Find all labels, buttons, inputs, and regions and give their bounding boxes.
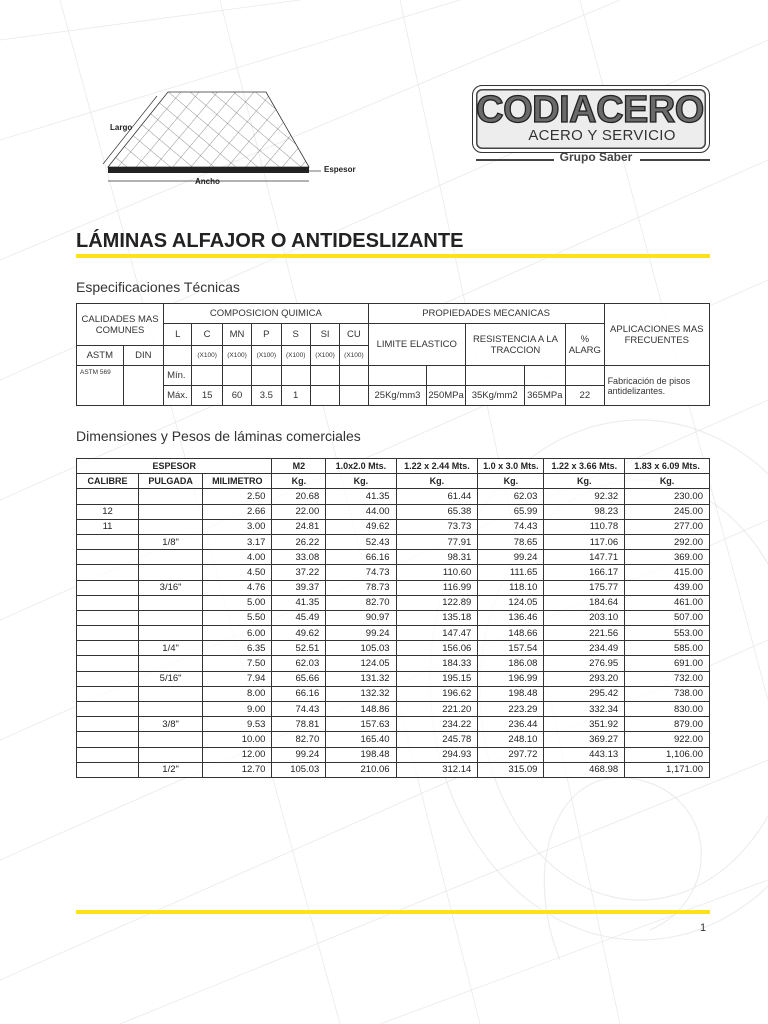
table-cell: 198.48	[478, 686, 544, 701]
table-row	[77, 489, 710, 504]
table-cell: 73.73	[396, 519, 478, 534]
table-cell: 196.62	[396, 686, 478, 701]
ancho-label: Ancho	[195, 177, 220, 186]
table-cell: 461.00	[625, 595, 710, 610]
table-cell: 33.08	[272, 550, 326, 565]
header-unit-1x3: Kg.	[478, 474, 544, 489]
logo-group-name: Grupo Saber	[559, 150, 633, 164]
min-resistencia-2	[524, 366, 566, 386]
table-cell: 147.47	[396, 626, 478, 641]
table-cell: 3.00	[203, 519, 272, 534]
table-cell: 82.70	[272, 732, 326, 747]
table-cell: 276.95	[544, 656, 625, 671]
table-cell: 148.66	[478, 626, 544, 641]
table-cell: 732.00	[625, 671, 710, 686]
min-si	[310, 366, 339, 386]
min-resistencia-1	[465, 366, 524, 386]
table-cell	[77, 565, 139, 580]
table-cell: 830.00	[625, 702, 710, 717]
table-cell: 443.13	[544, 747, 625, 762]
multiplier-mn: (X100)	[222, 346, 251, 366]
table-cell: 4.50	[203, 565, 272, 580]
table-cell: 4.76	[203, 580, 272, 595]
table-cell: 77.91	[396, 534, 478, 549]
multiplier-si: (X100)	[310, 346, 339, 366]
page-title: LÁMINAS ALFAJOR O ANTIDESLIZANTE	[76, 230, 464, 252]
astm-header: ASTM	[77, 346, 124, 366]
table-cell: 184.33	[396, 656, 478, 671]
table-cell: 49.62	[326, 519, 396, 534]
table-cell: 117.06	[544, 534, 625, 549]
element-si: SI	[310, 324, 339, 346]
table-cell: 122.89	[396, 595, 478, 610]
table-cell: 210.06	[326, 762, 396, 777]
element-s: S	[281, 324, 310, 346]
aplicaciones-header: APLICACIONES MAS FRECUENTES	[604, 304, 709, 366]
table-cell	[139, 702, 203, 717]
table-cell: 147.71	[544, 550, 625, 565]
table-row	[77, 656, 710, 671]
table-row	[77, 565, 710, 580]
table-cell	[77, 626, 139, 641]
max-si	[310, 386, 339, 406]
table-cell	[77, 762, 139, 777]
table-cell: 45.49	[272, 610, 326, 625]
footer-rule	[76, 910, 710, 914]
table-cell: 52.51	[272, 641, 326, 656]
table-row	[77, 762, 710, 777]
table-cell: 221.56	[544, 626, 625, 641]
logo-name: CODIACERO	[476, 89, 704, 131]
table-cell: 507.00	[625, 610, 710, 625]
table-cell: 65.38	[396, 504, 478, 519]
table-cell: 248.10	[478, 732, 544, 747]
table-cell: 131.32	[326, 671, 396, 686]
min-limite-1	[368, 366, 427, 386]
table-cell: 44.00	[326, 504, 396, 519]
table-cell: 221.20	[396, 702, 478, 717]
table-cell: 10.00	[203, 732, 272, 747]
min-c	[192, 366, 222, 386]
table-cell: 157.63	[326, 717, 396, 732]
table-row	[77, 580, 710, 595]
table-cell: 74.73	[326, 565, 396, 580]
table-cell	[139, 550, 203, 565]
table-cell: 203.10	[544, 610, 625, 625]
table-cell: 2.66	[203, 504, 272, 519]
table-cell: 99.24	[272, 747, 326, 762]
header-m2: M2	[272, 459, 326, 474]
element-l: L	[164, 324, 192, 346]
table-cell: 99.24	[478, 550, 544, 565]
table-cell: 9.00	[203, 702, 272, 717]
table-cell: 148.86	[326, 702, 396, 717]
table-cell: 738.00	[625, 686, 710, 701]
table-cell: 5/16"	[139, 671, 203, 686]
table-cell	[77, 717, 139, 732]
table-cell: 165.40	[326, 732, 396, 747]
composicion-header: COMPOSICION QUIMICA	[164, 304, 369, 324]
table-cell: 116.99	[396, 580, 478, 595]
header-1x3: 1.0 x 3.0 Mts.	[478, 459, 544, 474]
table-cell: 922.00	[625, 732, 710, 747]
table-cell: 11	[77, 519, 139, 534]
table-cell: 98.23	[544, 504, 625, 519]
logo-rule-right	[640, 159, 710, 161]
table-cell: 5.50	[203, 610, 272, 625]
table-cell: 3.17	[203, 534, 272, 549]
table-cell: 111.65	[478, 565, 544, 580]
table-cell: 136.46	[478, 610, 544, 625]
table-cell: 24.81	[272, 519, 326, 534]
header-122x244: 1.22 x 2.44 Mts.	[396, 459, 478, 474]
din-value	[123, 366, 164, 406]
table-row	[77, 550, 710, 565]
resistencia-header: RESISTENCIA A LA TRACCION	[465, 324, 565, 366]
table-cell: 245.78	[396, 732, 478, 747]
table-cell: 110.60	[396, 565, 478, 580]
table-cell: 49.62	[272, 626, 326, 641]
limite-header: LIMITE ELASTICO	[368, 324, 465, 366]
table-cell: 4.00	[203, 550, 272, 565]
table-cell: 3/16"	[139, 580, 203, 595]
table-cell: 37.22	[272, 565, 326, 580]
header-milimetro: MILIMETRO	[203, 474, 272, 489]
table-cell	[139, 747, 203, 762]
table-cell	[139, 626, 203, 641]
table-cell: 293.20	[544, 671, 625, 686]
table-cell: 234.49	[544, 641, 625, 656]
min-limite-2	[427, 366, 465, 386]
table-cell: 105.03	[272, 762, 326, 777]
logo-rule-left	[476, 159, 554, 161]
table-cell: 585.00	[625, 641, 710, 656]
table-row	[77, 732, 710, 747]
table-cell: 105.03	[326, 641, 396, 656]
table-row	[77, 717, 710, 732]
table-cell: 41.35	[272, 595, 326, 610]
table-row	[77, 610, 710, 625]
page-number: 1	[700, 922, 707, 934]
table-cell: 292.00	[625, 534, 710, 549]
table-cell: 12	[77, 504, 139, 519]
table-cell: 198.48	[326, 747, 396, 762]
table-cell: 157.54	[478, 641, 544, 656]
table-cell: 294.93	[396, 747, 478, 762]
min-cu	[340, 366, 368, 386]
table-cell: 99.24	[326, 626, 396, 641]
table-row	[77, 595, 710, 610]
header-calibre: CALIBRE	[77, 474, 139, 489]
sheet-diagram	[95, 85, 375, 190]
table-cell: 691.00	[625, 656, 710, 671]
table-cell: 5.00	[203, 595, 272, 610]
codiacero-logo	[470, 85, 714, 169]
table-cell: 92.32	[544, 489, 625, 504]
table-cell	[77, 732, 139, 747]
table-cell: 3/8"	[139, 717, 203, 732]
table-cell	[77, 550, 139, 565]
table-cell: 26.22	[272, 534, 326, 549]
min-mn	[222, 366, 251, 386]
table-cell: 12.00	[203, 747, 272, 762]
table-row	[77, 671, 710, 686]
resistencia-mpa: 365MPa	[524, 386, 566, 406]
table-cell: 66.16	[272, 686, 326, 701]
table-row	[77, 534, 710, 549]
alarg-header: % ALARG	[566, 324, 604, 366]
table-cell: 20.68	[272, 489, 326, 504]
table-cell	[77, 595, 139, 610]
table-cell: 315.09	[478, 762, 544, 777]
title-underline	[76, 254, 710, 258]
table-cell: 22.00	[272, 504, 326, 519]
table-cell: 1/4"	[139, 641, 203, 656]
table-cell: 82.70	[326, 595, 396, 610]
table-cell	[139, 686, 203, 701]
table-cell	[139, 504, 203, 519]
table-cell	[77, 747, 139, 762]
table-cell: 78.81	[272, 717, 326, 732]
table-cell: 1/8"	[139, 534, 203, 549]
dims-section-title: Dimensiones y Pesos de láminas comerciales	[76, 428, 361, 444]
espesor-label: Espesor	[324, 165, 356, 174]
table-row	[77, 504, 710, 519]
header-unit-122x366: Kg.	[544, 474, 625, 489]
table-cell: 41.35	[326, 489, 396, 504]
table-cell: 223.29	[478, 702, 544, 717]
table-cell: 132.32	[326, 686, 396, 701]
table-cell: 52.43	[326, 534, 396, 549]
table-cell: 166.17	[544, 565, 625, 580]
min-alarg	[566, 366, 604, 386]
multiplier-cu: (X100)	[340, 346, 368, 366]
astm-value: ASTM 569	[77, 366, 124, 406]
table-cell	[77, 686, 139, 701]
table-cell: 65.66	[272, 671, 326, 686]
limite-kg: 25Kg/mm3	[368, 386, 427, 406]
element-cu: CU	[340, 324, 368, 346]
table-cell: 1,106.00	[625, 747, 710, 762]
table-cell: 468.98	[544, 762, 625, 777]
table-cell: 369.00	[625, 550, 710, 565]
table-row	[77, 519, 710, 534]
max-mn: 60	[222, 386, 251, 406]
max-label: Máx.	[164, 386, 192, 406]
max-cu	[340, 386, 368, 406]
table-cell: 6.00	[203, 626, 272, 641]
table-cell: 98.31	[396, 550, 478, 565]
table-cell: 277.00	[625, 519, 710, 534]
table-cell: 1,171.00	[625, 762, 710, 777]
table-cell	[77, 610, 139, 625]
min-label: Mín.	[164, 366, 192, 386]
table-row	[77, 641, 710, 656]
limite-mpa: 250MPa	[427, 386, 465, 406]
table-cell	[77, 580, 139, 595]
header-122x366: 1.22 x 3.66 Mts.	[544, 459, 625, 474]
element-mn: MN	[222, 324, 251, 346]
table-cell: 62.03	[478, 489, 544, 504]
calidades-header: CALIDADES MAS COMUNES	[77, 304, 164, 346]
table-cell: 415.00	[625, 565, 710, 580]
table-cell: 186.08	[478, 656, 544, 671]
table-cell: 297.72	[478, 747, 544, 762]
table-cell	[77, 656, 139, 671]
max-c: 15	[192, 386, 222, 406]
header-unit-m2: Kg.	[272, 474, 326, 489]
table-cell: 295.42	[544, 686, 625, 701]
dims-table-body	[77, 489, 710, 778]
aplicaciones-value: Fabricación de pisos antidelizantes.	[604, 366, 709, 406]
table-cell	[77, 702, 139, 717]
largo-label: Largo	[110, 123, 133, 132]
sheet-diagram-graphic	[95, 85, 375, 190]
header-unit-122x244: Kg.	[396, 474, 478, 489]
table-cell: 12.70	[203, 762, 272, 777]
table-cell: 184.64	[544, 595, 625, 610]
table-cell: 124.05	[478, 595, 544, 610]
multiplier-s: (X100)	[281, 346, 310, 366]
table-cell: 245.00	[625, 504, 710, 519]
table-cell: 66.16	[326, 550, 396, 565]
table-cell: 236.44	[478, 717, 544, 732]
table-cell: 7.94	[203, 671, 272, 686]
table-cell	[77, 641, 139, 656]
table-cell: 7.50	[203, 656, 272, 671]
header-espesor: ESPESOR	[77, 459, 272, 474]
table-cell: 195.15	[396, 671, 478, 686]
spec-section-title: Especificaciones Técnicas	[76, 279, 240, 295]
table-row	[77, 626, 710, 641]
table-cell: 65.99	[478, 504, 544, 519]
table-cell: 175.77	[544, 580, 625, 595]
table-cell: 196.99	[478, 671, 544, 686]
table-cell	[139, 595, 203, 610]
table-cell: 553.00	[625, 626, 710, 641]
table-cell: 135.18	[396, 610, 478, 625]
table-cell: 39.37	[272, 580, 326, 595]
header-unit-1x2: Kg.	[326, 474, 396, 489]
table-cell	[139, 732, 203, 747]
table-cell: 62.03	[272, 656, 326, 671]
table-cell: 1/2"	[139, 762, 203, 777]
table-cell: 6.35	[203, 641, 272, 656]
table-cell	[139, 656, 203, 671]
header-unit-183x609: Kg.	[625, 474, 710, 489]
min-p	[252, 366, 281, 386]
table-cell	[139, 489, 203, 504]
table-cell: 74.43	[478, 519, 544, 534]
table-cell: 332.34	[544, 702, 625, 717]
table-cell: 234.22	[396, 717, 478, 732]
table-cell: 90.97	[326, 610, 396, 625]
max-p: 3.5	[252, 386, 281, 406]
table-cell: 8.00	[203, 686, 272, 701]
table-row	[77, 686, 710, 701]
propiedades-header: PROPIEDADES MECANICAS	[368, 304, 604, 324]
table-cell	[77, 534, 139, 549]
table-cell: 230.00	[625, 489, 710, 504]
element-p: P	[252, 324, 281, 346]
multiplier-p: (X100)	[252, 346, 281, 366]
table-row	[77, 702, 710, 717]
max-s: 1	[281, 386, 310, 406]
table-cell: 156.06	[396, 641, 478, 656]
din-header: DIN	[123, 346, 164, 366]
table-cell	[77, 671, 139, 686]
min-s	[281, 366, 310, 386]
table-cell: 879.00	[625, 717, 710, 732]
header-183x609: 1.83 x 6.09 Mts.	[625, 459, 710, 474]
dims-table	[76, 458, 710, 778]
table-cell: 118.10	[478, 580, 544, 595]
table-cell: 439.00	[625, 580, 710, 595]
table-cell: 78.65	[478, 534, 544, 549]
table-cell: 78.73	[326, 580, 396, 595]
table-cell: 312.14	[396, 762, 478, 777]
table-cell	[139, 610, 203, 625]
logo-tagline: ACERO Y SERVICIO	[528, 127, 676, 144]
element-c: C	[192, 324, 222, 346]
multiplier-c: (X100)	[192, 346, 222, 366]
table-cell: 61.44	[396, 489, 478, 504]
header-pulgada: PULGADA	[139, 474, 203, 489]
table-cell: 124.05	[326, 656, 396, 671]
table-cell: 110.78	[544, 519, 625, 534]
table-cell	[139, 519, 203, 534]
table-cell: 351.92	[544, 717, 625, 732]
alarg-value: 22	[566, 386, 604, 406]
table-cell: 9.53	[203, 717, 272, 732]
resistencia-kg: 35Kg/mm2	[465, 386, 524, 406]
table-cell	[139, 565, 203, 580]
spec-table	[76, 303, 710, 406]
multiplier-blank	[164, 346, 192, 366]
header-1x2: 1.0x2.0 Mts.	[326, 459, 396, 474]
table-cell	[77, 489, 139, 504]
table-cell: 74.43	[272, 702, 326, 717]
table-cell: 369.27	[544, 732, 625, 747]
table-cell: 2.50	[203, 489, 272, 504]
table-row	[77, 747, 710, 762]
